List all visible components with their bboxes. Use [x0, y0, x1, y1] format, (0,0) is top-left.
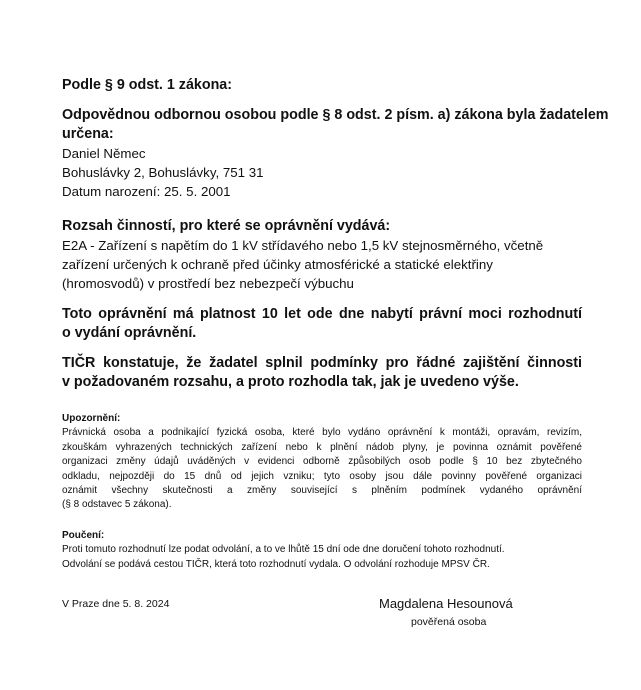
person-birth-date: Datum narození: 25. 5. 2001 [62, 184, 231, 199]
scope-heading: Rozsah činností, pro které se oprávnění vydává: [62, 218, 391, 234]
place-date: V Praze dne 5. 8. 2024 [62, 598, 170, 610]
instruction-section [62, 529, 582, 572]
person-address: Bohuslávky 2, Bohuslávky, 751 31 [62, 165, 264, 180]
notice-line: odkladu, nejpozději do 15 dnů od jejich vzniku; tyto osoby jsou dále povinny pověřené organizaci [62, 470, 582, 482]
person-name: Daniel Němec [62, 146, 146, 161]
notice-line: (§ 8 odstavec 5 zákona). [62, 499, 172, 511]
notice-heading: Upozornění: [62, 413, 121, 424]
instruction-heading: Poučení: [62, 530, 105, 541]
instruction-line: Odvolání se podává cestou TIČR, která toto rozhodnutí vydala. O odvolání rozhoduje MPSV ČR. [62, 558, 490, 570]
instruction-line: Proti tomuto rozhodnutí lze podat odvolání, a to ve lhůtě 15 dní ode dne doručení tohoto rozhodnutí. [62, 544, 505, 556]
notice-line: organizaci změny údajů uváděných v evidenci odborně způsobilých osob podle § 10 bez zbytečného [62, 456, 582, 468]
signatory-role: pověřená osoba [411, 616, 487, 628]
legal-basis: Podle § 9 odst. 1 zákona: [62, 77, 233, 93]
scope-line: zařízení určených k ochraně před účinky atmosférické a statické elektřiny [62, 257, 493, 272]
responsible-person-heading: Odpovědnou odbornou osobou podle § 8 odst. 2 písm. a) zákona byla žadatelem [62, 107, 609, 123]
statement-line: v požadovaném rozsahu, a proto rozhodla tak, jak je uvedeno výše. [62, 374, 519, 390]
validity-line: Toto oprávnění má platnost 10 let ode dne nabytí právní moci rozhodnutí [62, 306, 582, 322]
validity-section [62, 305, 582, 343]
scope-section [62, 217, 582, 293]
scope-line: (hromosvodů) v prostředí bez nebezpečí výbuchu [62, 276, 354, 291]
signatory-name: Magdalena Hesounová [379, 596, 513, 611]
statement-section [62, 354, 582, 392]
responsible-person-section [62, 106, 609, 201]
statement-line: TIČR konstatuje, že žadatel splnil podmínky pro řádné zajištění činnosti [62, 355, 582, 371]
scope-line: E2A - Zařízení s napětím do 1 kV střídavého nebo 1,5 kV stejnosměrného, včetně [62, 238, 544, 253]
responsible-person-heading-cont: určena: [62, 126, 114, 142]
notice-line: zkouškám vyhrazených technických zařízení nebo k plnění nádob plyny, je povinna oznámit pověřené [62, 441, 582, 453]
validity-line: o vydání oprávnění. [62, 325, 197, 341]
notice-line: Právnická osoba a podnikající fyzická osoba, které bylo vydáno oprávnění k montáži, opravám, revizím, [62, 427, 582, 439]
notice-line: oznámit všechny skutečnosti a změny související s plněním podmínek vydaného oprávnění [62, 485, 582, 497]
notice-section [62, 412, 582, 513]
